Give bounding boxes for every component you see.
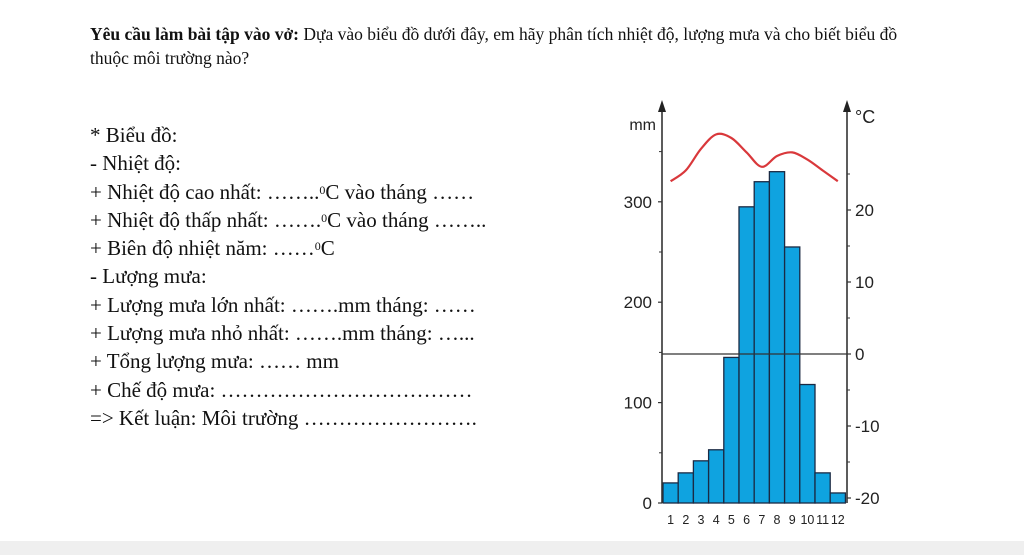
- right-tick-label: -10: [855, 417, 880, 436]
- rainfall-bar-month-7: [754, 182, 769, 503]
- rainfall-bar-month-6: [739, 207, 754, 503]
- right-tick-label: 0: [855, 345, 865, 364]
- month-label: 9: [788, 513, 796, 527]
- month-label: 1: [667, 513, 675, 527]
- rainfall-bar-month-2: [678, 473, 693, 503]
- left-tick-label: 200: [623, 293, 652, 313]
- temperature-line: [671, 134, 838, 181]
- temperature-range-line: [90, 234, 610, 262]
- left-axis-unit: mm: [629, 117, 656, 134]
- temperature-max-month: C vào tháng ……: [325, 179, 475, 204]
- temperature-heading: - Nhiệt độ:: [90, 151, 181, 176]
- bottom-bar: [0, 541, 1024, 555]
- rainfall-regime-line: + Chế độ mưa: ………………………………: [90, 377, 473, 402]
- right-axis-unit: °C: [855, 107, 876, 127]
- month-label: 10: [800, 513, 815, 527]
- month-label: 7: [758, 513, 766, 527]
- worksheet: [90, 121, 610, 432]
- rainfall-bar-month-4: [709, 450, 724, 503]
- degree-sign: 0: [314, 239, 321, 254]
- left-tick-label: 300: [623, 192, 652, 212]
- right-tick-label: -20: [855, 489, 880, 508]
- month-label: 2: [682, 513, 690, 527]
- rainfall-bar-month-11: [815, 473, 830, 503]
- temperature-max-text: + Nhiệt độ cao nhất: ……..: [90, 179, 320, 204]
- rainfall-bar-month-9: [785, 247, 800, 503]
- rainfall-bar-month-3: [693, 461, 708, 503]
- temperature-range-text: + Biên độ nhiệt năm: ……: [90, 236, 315, 261]
- climate-chart: [600, 92, 900, 532]
- month-label: 3: [697, 513, 705, 527]
- month-label: 5: [727, 513, 735, 527]
- month-label: 11: [816, 513, 830, 527]
- temperature-min-month: C vào tháng ……..: [327, 207, 487, 232]
- rainfall-bar-month-10: [800, 385, 815, 503]
- rainfall-bar-month-5: [724, 357, 739, 503]
- rainfall-heading: - Lượng mưa:: [90, 264, 207, 289]
- rainfall-bars: [663, 172, 845, 503]
- temperature-min-text: + Nhiệt độ thấp nhất: …….: [90, 207, 322, 232]
- rainfall-bar-month-12: [830, 493, 845, 503]
- month-label: 6: [743, 513, 751, 527]
- temperature-max-line: [90, 178, 610, 206]
- rainfall-total-line: + Tổng lượng mưa: …… mm: [90, 349, 339, 374]
- rainfall-bar-month-1: [663, 483, 678, 503]
- temperature-min-line: [90, 206, 610, 234]
- right-tick-label: 10: [855, 273, 874, 292]
- temperature-range-unit: C: [320, 236, 335, 261]
- rainfall-max-line: + Lượng mưa lớn nhất: …….mm tháng: ……: [90, 292, 476, 317]
- month-label: 8: [773, 513, 781, 527]
- month-label: 12: [830, 513, 845, 527]
- rainfall-min-line: + Lượng mưa nhỏ nhất: …….mm tháng: …...: [90, 321, 475, 346]
- conclusion-line: => Kết luận: Môi trường …………………….: [90, 405, 477, 430]
- month-label: 4: [712, 513, 720, 527]
- worksheet-heading: * Biểu đồ:: [90, 123, 178, 147]
- degree-sign: 0: [321, 210, 328, 225]
- left-tick-label: 100: [623, 393, 652, 413]
- instruction-label: Yêu cầu làm bài tập vào vở:: [90, 24, 300, 44]
- left-axis-arrow: [658, 100, 666, 112]
- rainfall-bar-month-8: [769, 172, 784, 503]
- assignment-instruction: [90, 22, 920, 70]
- left-tick-label: 0: [642, 494, 652, 513]
- instruction-text: Dựa vào biểu đồ dưới đây, em hãy phân tích nhiệt độ, lượng mưa và cho biết biểu đồ thuộc môi trường nào?: [90, 24, 898, 68]
- right-tick-label: 20: [855, 201, 874, 220]
- degree-sign: 0: [319, 182, 326, 197]
- right-axis-arrow: [843, 100, 851, 112]
